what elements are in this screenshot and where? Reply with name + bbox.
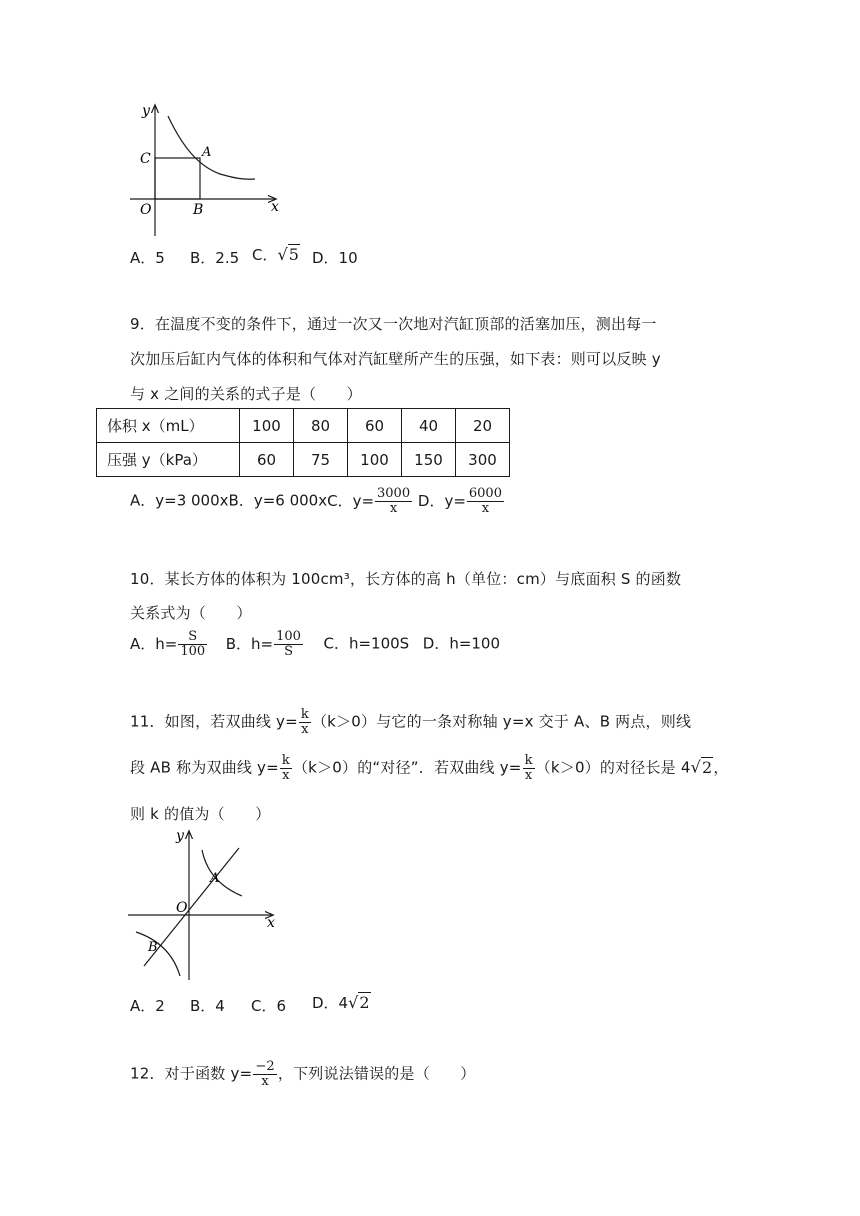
q8-label-y: y: [142, 103, 150, 119]
q9-option-d-fraction: [467, 487, 504, 515]
q9-option-c[interactable]: [327, 486, 413, 516]
q9-option-d-numerator: 6000: [468, 486, 502, 501]
q10-option-a[interactable]: [130, 629, 208, 659]
q11-text-line-3: 则 k 的值为（ ）: [130, 805, 271, 823]
q11-line2-middle: （k＞0）的“对径”．若双曲线 y=: [292, 758, 522, 777]
q11-option-c[interactable]: C．6: [251, 997, 287, 1015]
q12-fraction-denominator: x: [253, 1074, 277, 1089]
q9-text-line-2: 次加压后缸内气体的体积和气体对汽缸壁所产生的压强，如下表：则可以反映 y: [130, 350, 661, 368]
q11-label-y: y: [176, 828, 184, 844]
q9-pressure-cell: 75: [294, 443, 348, 477]
q9-pressure-cell: 300: [456, 443, 510, 477]
q11-fraction-denominator: x: [523, 768, 535, 783]
q11-option-d-radicand: 2: [359, 993, 370, 1012]
q8-label-c: C: [140, 151, 151, 167]
q11-fraction-k-over-x: [523, 754, 535, 782]
q8-rectangle-ocab: [155, 158, 200, 199]
q11-label-b: B: [148, 940, 158, 955]
q12-end: ，下列说法错误的是（ ）: [277, 1064, 476, 1083]
table-row: [97, 443, 510, 477]
q8-hyperbola-curve: [168, 116, 255, 179]
q10-text-line-2: 关系式为（ ）: [130, 604, 252, 622]
q12-text-line-1: [130, 1060, 476, 1088]
q11-figure: [122, 826, 282, 986]
q9-volume-cell: 20: [456, 409, 510, 443]
q11-option-d-sqrt: √2: [348, 993, 370, 1012]
q11-hyperbola-branch-lower: [136, 932, 180, 976]
q10-option-a-denominator: 100: [180, 643, 206, 659]
q9-option-d-denominator: x: [467, 501, 504, 516]
q9-data-table: [96, 408, 510, 477]
q8-option-c-radicand: 5: [288, 245, 299, 264]
q9-row-pressure-header: 压强 y（kPa）: [97, 443, 240, 477]
q11-text-line-1: [130, 708, 691, 736]
q8-option-c[interactable]: [252, 244, 300, 265]
q9-option-b[interactable]: B．y=6 000x: [228, 491, 328, 510]
q10-option-c[interactable]: C．h=100S: [323, 634, 410, 653]
q11-sqrt-2: √2: [690, 757, 713, 777]
q11-line-y-equals-x: [144, 848, 239, 966]
q9-option-c-numerator: 3000: [377, 486, 411, 501]
q8-option-c-sqrt: √5: [277, 245, 299, 264]
q9-option-c-denominator: x: [375, 501, 412, 516]
q8-label-b: B: [193, 202, 204, 218]
q9-option-d[interactable]: [417, 486, 505, 516]
q11-option-a[interactable]: A．2: [130, 997, 165, 1015]
q9-volume-cell: 60: [348, 409, 402, 443]
q8-label-x: x: [271, 199, 279, 215]
q10-text-line-1: 10．某长方体的体积为 100cm³，长方体的高 h（单位：cm）与底面积 S 的函数: [130, 570, 682, 588]
q11-fraction-k-over-x: [299, 708, 311, 736]
q9-option-c-label: C．y=: [327, 491, 375, 510]
q9-text-line-1: 9．在温度不变的条件下，通过一次又一次地对汽缸顶部的活塞加压，测出每一: [130, 315, 657, 333]
q9-pressure-cell: 100: [348, 443, 402, 477]
table-row: [97, 409, 510, 443]
q11-option-d[interactable]: [312, 992, 371, 1013]
q8-label-o: O: [140, 202, 152, 218]
q9-pressure-cell: 150: [402, 443, 456, 477]
q11-option-d-label: D．4: [312, 994, 349, 1012]
q11-line2-comma: ，: [713, 758, 729, 777]
q11-fraction-denominator: x: [280, 768, 292, 783]
q11-fraction-numerator: k: [524, 753, 533, 768]
q11-fraction-k-over-x: [280, 754, 292, 782]
q10-option-b-fraction: [274, 630, 303, 658]
q10-option-b[interactable]: [225, 629, 304, 659]
q10-option-d[interactable]: D．h=100: [422, 634, 501, 653]
q9-volume-cell: 40: [402, 409, 456, 443]
q11-label-o: O: [176, 900, 188, 916]
q11-label-x: x: [267, 915, 275, 931]
q9-row-volume-header: 体积 x（mL）: [97, 409, 240, 443]
q10-option-a-numerator: S: [188, 629, 198, 644]
q11-label-a: A: [210, 871, 220, 886]
q10-option-a-fraction: [178, 630, 207, 658]
q8-figure: [120, 98, 290, 243]
q11-option-b[interactable]: B．4: [190, 997, 225, 1015]
q11-line1-end: （k＞0）与它的一条对称轴 y=x 交于 A、B 两点，则线: [311, 712, 692, 731]
q9-volume-cell: 100: [240, 409, 294, 443]
q9-option-d-label: D．y=: [417, 491, 466, 510]
q11-line2-start: 段 AB 称为双曲线 y=: [130, 758, 279, 777]
q9-text-line-3: 与 x 之间的关系的式子是（ ）: [130, 385, 362, 403]
q11-fraction-numerator: k: [300, 707, 309, 722]
q10-option-a-label: A．h=: [130, 634, 178, 653]
q9-pressure-cell: 60: [240, 443, 294, 477]
q11-fraction-numerator: k: [281, 753, 290, 768]
q8-option-c-label: C．: [252, 246, 278, 264]
q9-option-a[interactable]: A．y=3 000x: [130, 491, 229, 510]
q11-text-line-2: [130, 754, 729, 782]
q11-fraction-denominator: x: [299, 722, 311, 737]
q11-hyperbola-branch-upper: [202, 850, 242, 896]
q10-option-b-label: B．h=: [225, 634, 274, 653]
q8-option-a[interactable]: A．5: [130, 249, 165, 267]
q12-fraction-numerator: −2: [255, 1059, 275, 1074]
q10-option-b-numerator: 100: [276, 629, 301, 644]
q11-line2-tail: （k＞0）的对径长是 4: [535, 758, 691, 777]
q11-line1-start: 11．如图，若双曲线 y=: [130, 712, 298, 731]
q11-sqrt-radicand: 2: [702, 757, 713, 777]
q8-option-d[interactable]: D．10: [312, 249, 358, 267]
q9-options: [130, 487, 505, 515]
q12-start: 12．对于函数 y=: [130, 1064, 253, 1083]
q12-fraction: [253, 1060, 277, 1088]
q9-volume-cell: 80: [294, 409, 348, 443]
q8-option-b[interactable]: B．2.5: [190, 249, 240, 267]
q10-option-b-denominator: S: [274, 644, 303, 659]
q8-label-a: A: [202, 145, 212, 160]
q9-option-c-fraction: [375, 487, 412, 515]
q10-options: [130, 630, 500, 658]
